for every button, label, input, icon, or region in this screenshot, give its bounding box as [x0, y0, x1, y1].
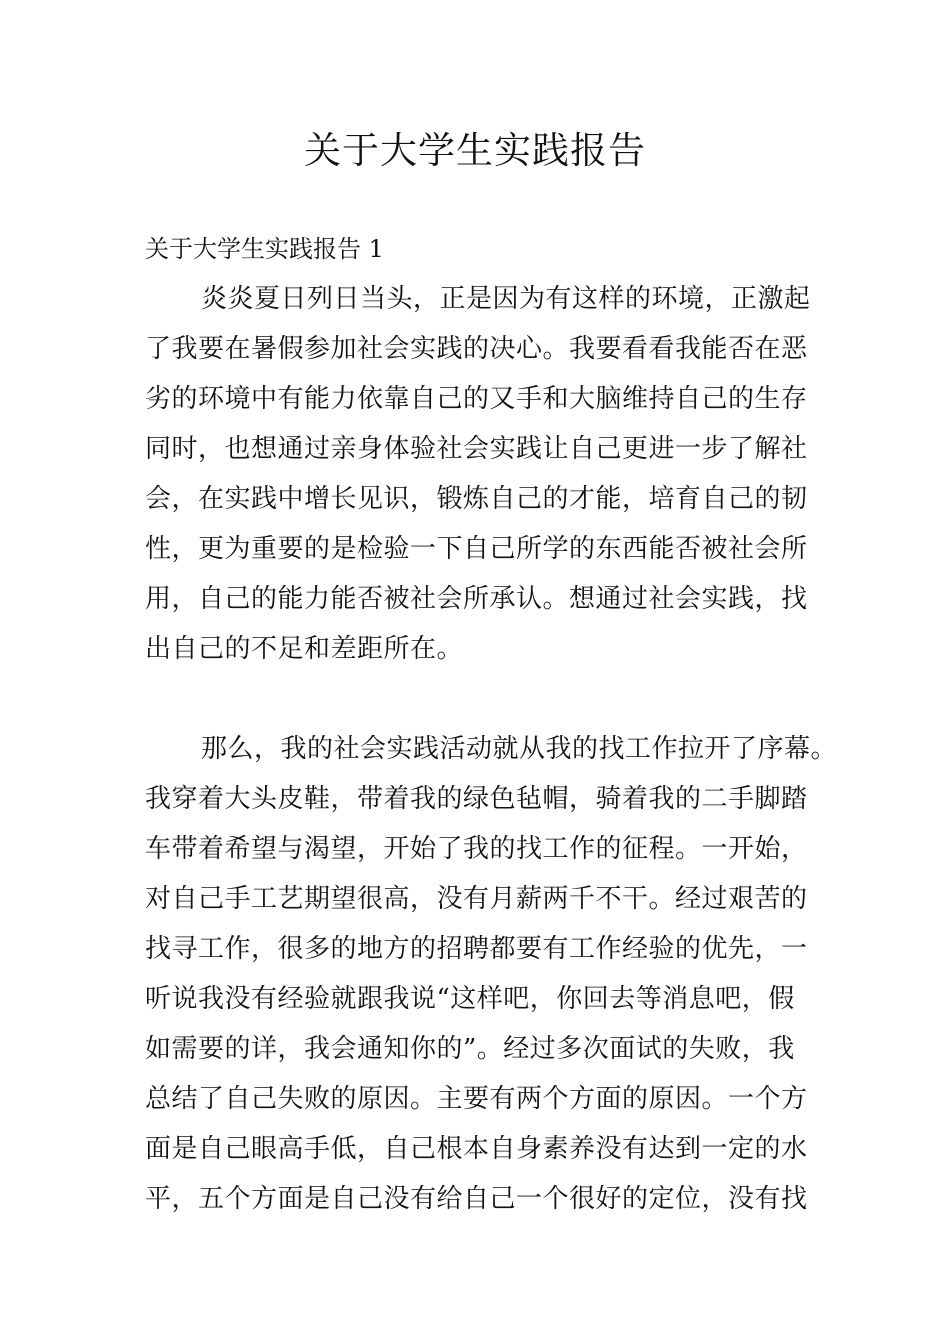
paragraph-line: 同时，也想通过亲身体验社会实践让自己更进一步了解社	[145, 434, 808, 464]
paragraph-line: 了我要在暑假参加社会实践的决心。我要看看我能否在恶	[145, 334, 808, 364]
paragraph-line: 出自己的不足和差距所在。	[145, 634, 464, 664]
paragraph-line: 车带着希望与渴望，开始了我的找工作的征程。一开始，	[145, 834, 808, 864]
paragraph-line: 对自己手工艺期望很高，没有月薪两千不干。经过艰苦的	[145, 884, 808, 914]
paragraph-2	[145, 724, 838, 1224]
paragraph-line: 总结了自己失败的原因。主要有两个方面的原因。一个方	[145, 1084, 808, 1114]
section-heading: 关于大学生实践报告 1	[145, 235, 384, 263]
document-title: 关于大学生实践报告	[304, 129, 646, 172]
paragraph-line: 找寻工作，很多的地方的招聘都要有工作经验的优先，一	[145, 934, 808, 964]
paragraph-line: 听说我没有经验就跟我说“这样吧，你回去等消息吧，假	[145, 984, 795, 1014]
paragraph-line: 我穿着大头皮鞋，带着我的绿色毡帽，骑着我的二手脚踏	[145, 784, 808, 814]
paragraph-line: 如需要的详，我会通知你的”。经过多次面试的失败，我	[145, 1034, 795, 1064]
paragraph-1	[145, 274, 825, 674]
paragraph-line: 面是自己眼高手低，自己根本自身素养没有达到一定的水	[145, 1134, 808, 1164]
paragraph-line: 那么，我的社会实践活动就从我的找工作拉开了序幕。	[201, 734, 838, 764]
paragraph-line: 用，自己的能力能否被社会所承认。想通过社会实践，找	[145, 584, 808, 614]
paragraph-line: 性，更为重要的是检验一下自己所学的东西能否被社会所	[145, 534, 808, 564]
paragraph-line: 劣的环境中有能力依靠自己的又手和大脑维持自己的生存	[145, 384, 808, 414]
paragraph-line: 会，在实践中增长见识，锻炼自己的才能，培育自己的韧	[145, 484, 808, 514]
paragraph-line: 平，五个方面是自己没有给自己一个很好的定位，没有找	[145, 1184, 808, 1214]
paragraph-line: 炎炎夏日列日当头，正是因为有这样的环境，正激起	[201, 284, 811, 314]
